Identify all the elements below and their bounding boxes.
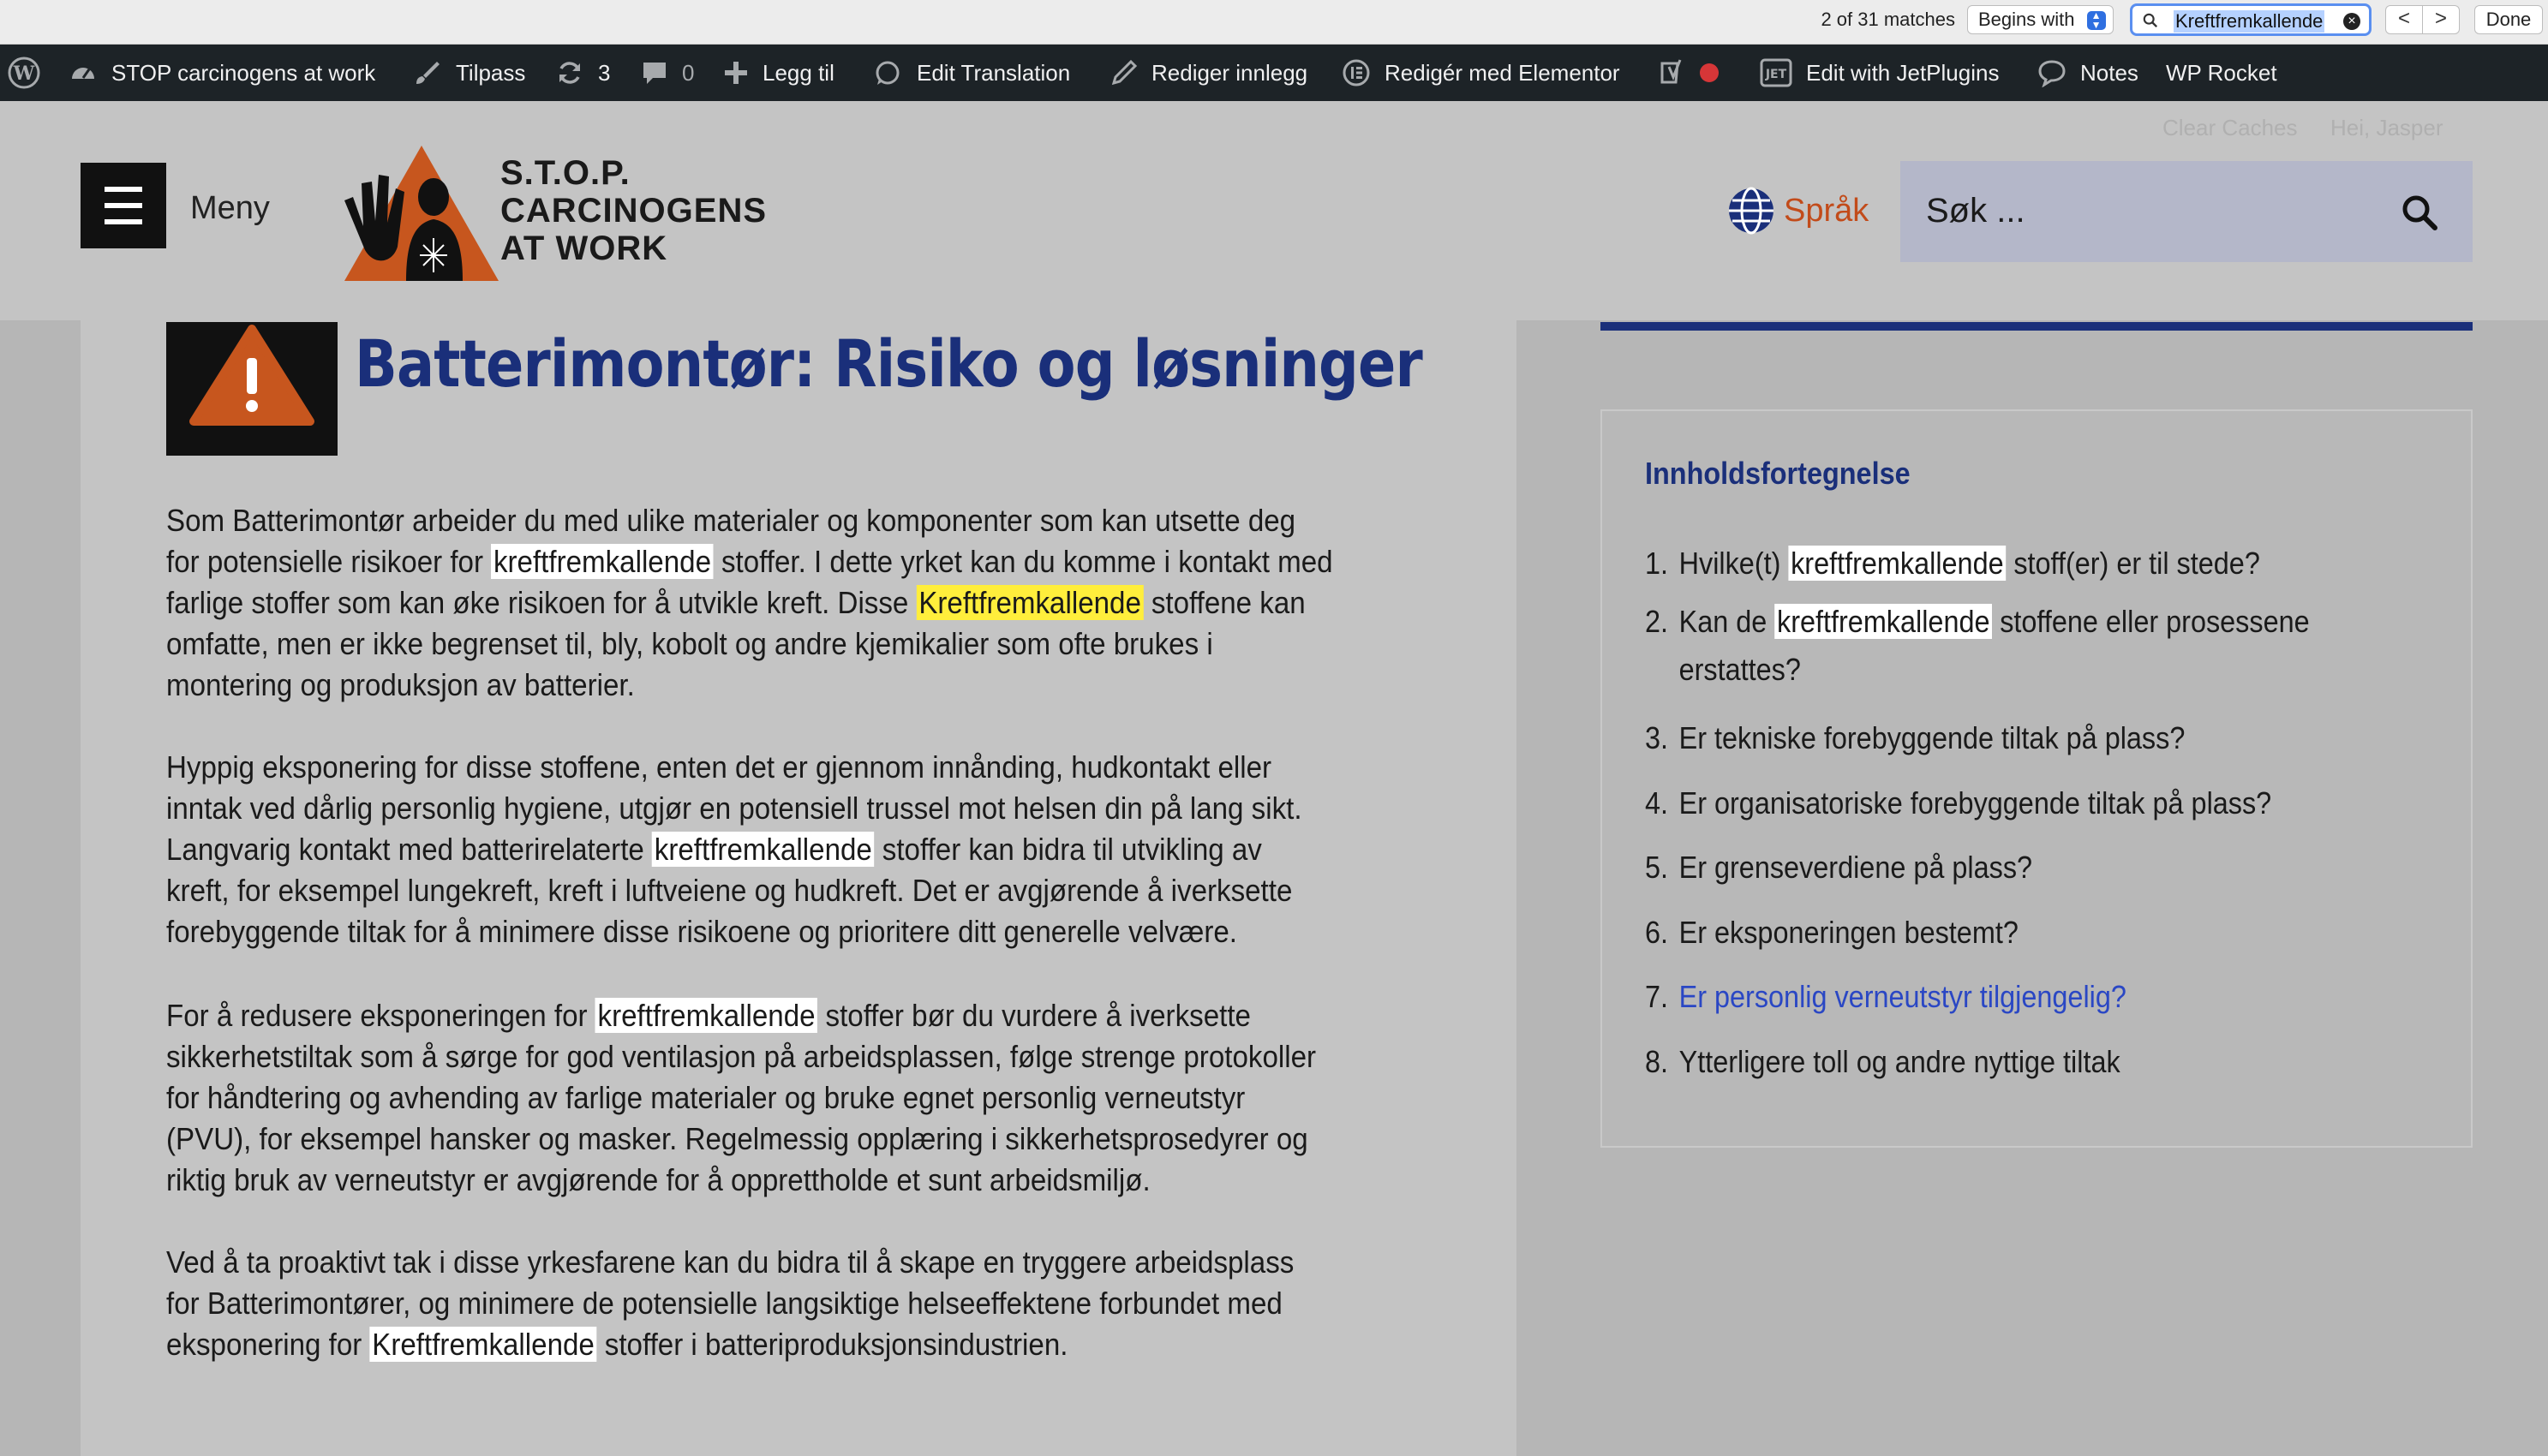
svg-text:JET: JET — [1765, 68, 1787, 81]
refresh-icon — [555, 58, 584, 87]
translate-icon — [872, 57, 903, 88]
search-placeholder: Søk ... — [1926, 192, 2025, 230]
table-of-contents — [1600, 409, 2473, 1148]
seo-status-dot — [1700, 63, 1719, 82]
search-match: kreftfremkallende — [652, 832, 875, 867]
search-icon — [2143, 13, 2158, 28]
current-search-match: Kreftfremkallende — [917, 585, 1144, 620]
chevron-updown-icon: ▲ ▼ — [2087, 11, 2106, 30]
page-margin-left — [0, 320, 81, 1456]
article-paragraph-1: Som Batterimontør arbeider du med ulike materialer og komponenter som kan utsette deg for potensielle risikoer for kreftfremkallende stoffer. I dette yrket kan du komme i kontakt med farlige stoffer som kan øke risikoen for å utvikle kreft. Disse Kreftfremkallende stoffene kan omfatte, men er ikke begrenset til, bly, kobolt og andre kjemikalier som ofte brukes i montering og produksjon av batterier. — [166, 503, 1333, 702]
toc-item-2[interactable]: 2. Kan de kreftfremkallende stoffene eller prosessene erstattes? — [1645, 604, 2310, 687]
admin-customize[interactable]: Tilpass — [413, 45, 525, 101]
greeting-link[interactable]: Hei, Jasper — [2330, 115, 2443, 140]
yoast-icon — [1657, 58, 1686, 87]
pencil-icon — [1110, 59, 1138, 87]
toc-item-4[interactable]: 4. Er organisatoriske forebyggende tiltak på plass? — [1645, 785, 2272, 820]
clear-caches-link[interactable]: Clear Caches — [2162, 115, 2298, 140]
plus-icon — [723, 60, 749, 86]
toc-item-5[interactable]: 5. Er grenseverdiene på plass? — [1645, 850, 2033, 885]
admin-yoast[interactable] — [1657, 45, 1719, 101]
toc-item-3[interactable]: 3. Er tekniske forebyggende tiltak på plass? — [1645, 720, 2186, 755]
dashboard-icon — [69, 58, 98, 87]
find-mode-select[interactable] — [1967, 5, 2114, 34]
find-bar — [0, 0, 2548, 45]
search-match: kreftfremkallende — [595, 998, 818, 1033]
find-next-button[interactable]: > — [2422, 5, 2460, 34]
find-mode-label: Begins with — [1978, 9, 2075, 30]
admin-new-content[interactable]: Legg til — [723, 45, 834, 101]
search-icon[interactable] — [2401, 194, 2438, 231]
admin-wp-rocket[interactable]: WP Rocket — [2166, 59, 2277, 86]
search-match: kreftfremkallende — [1788, 546, 2006, 581]
brush-icon — [413, 58, 442, 87]
warning-icon — [166, 322, 338, 456]
toc-title: Innholdsfortegnelse — [1645, 456, 1911, 491]
admin-edit-translation[interactable]: Edit Translation — [872, 45, 1070, 101]
toc-item-6[interactable]: 6. Er eksponeringen bestemt? — [1645, 915, 2019, 950]
wp-admin-bar — [0, 45, 2548, 101]
find-input[interactable] — [2130, 3, 2372, 36]
jetplugins-icon — [1760, 58, 1792, 87]
toc-item-1[interactable]: 1. Hvilke(t) kreftfremkallende stoff(er) er til stede? — [1645, 546, 2260, 581]
comment-icon — [641, 59, 668, 87]
language-switcher[interactable] — [1726, 185, 1869, 236]
clear-icon[interactable]: × — [2343, 13, 2360, 30]
language-label: Språk — [1784, 192, 1869, 229]
article-paragraph-3: For å redusere eksponeringen for kreftfremkallende stoffer bør du vurdere å iverksette sikkerhetstiltak som å sørge for god ventilasjon på arbeidsplassen, følge strenge protokoller for håndtering og avhending av farlige materialer og bruke egnet personlig verneutstyr (PVU), for eksempel hansker og masker. Regelmessig opplæring i sikkerhetsprosedyrer og riktig bruk av verneutstyr er avgjørende for å opprettholde et sunt arbeidsmiljø. — [166, 998, 1317, 1197]
elementor-icon — [1342, 58, 1371, 87]
site-logo-icon[interactable] — [338, 144, 500, 281]
search-match: kreftfremkallende — [1774, 604, 1992, 639]
admin-comments[interactable]: 0 — [641, 45, 694, 101]
menu-label[interactable]: Meny — [190, 190, 270, 226]
search-match: Kreftfremkallende — [370, 1327, 597, 1362]
find-match-count: 2 of 31 matches — [1821, 9, 1955, 30]
admin-jetplugins[interactable]: JET Edit with JetPlugins — [1760, 45, 1999, 101]
find-query: Kreftfremkallende — [2175, 10, 2324, 32]
toc-accent-bar — [1600, 322, 2473, 331]
svg-text:W: W — [13, 63, 35, 85]
admin-elementor[interactable]: Redigér med Elementor — [1342, 45, 1620, 101]
article-paragraph-2: Hyppig eksponering for disse stoffene, enten det er gjennom innånding, hudkontakt eller inntak ved dårlig personlig hygiene, utgjør en potensiell trussel mot helsen din på lang sikt. Langvarig kontakt med batterirelaterte kreftfremkallende stoffer kan bidra til utvikling av kreft, for eksempel lungekreft, kreft i luftveiene og hudkreft. Det er avgjørende å iverksette forebyggende tiltak for å minimere disse risikoene og prioritere ditt generelle velvære. — [166, 749, 1302, 949]
find-previous-button[interactable]: < — [2385, 5, 2423, 34]
find-done-button[interactable]: Done — [2474, 5, 2543, 34]
site-search-input[interactable] — [1900, 161, 2473, 262]
page-title: Batterimontør: Risiko og løsninger — [355, 325, 1422, 402]
admin-notes[interactable]: Notes — [2037, 45, 2138, 101]
wordpress-logo-icon[interactable] — [7, 45, 41, 101]
hamburger-menu-button[interactable] — [81, 163, 166, 248]
admin-updates[interactable]: 3 — [555, 45, 610, 101]
toc-item-7[interactable]: 7. Er personlig verneutstyr tilgjengelig? — [1645, 979, 2126, 1014]
menu-icon — [105, 187, 142, 192]
site-logo-text[interactable]: S.T.O.P. CARCINOGENS AT WORK — [500, 154, 768, 267]
search-match: kreftfremkallende — [491, 544, 714, 579]
globe-icon — [1726, 185, 1777, 236]
chat-bubble-icon — [2037, 58, 2067, 87]
admin-edit-post[interactable]: Rediger innlegg — [1110, 45, 1307, 101]
toc-item-8[interactable]: 8. Ytterligere toll og andre nyttige tiltak — [1645, 1044, 2120, 1079]
article-paragraph-4: Ved å ta proaktivt tak i disse yrkesfarene kan du bidra til å skape en tryggere arbeidsplass for Batterimontører, og minimere de potensielle langsiktige helseeffektene forbundet med eksponering for Kreftfremkallende stoffer i batteriproduksjonsindustrien. — [166, 1244, 1295, 1362]
admin-site-name[interactable]: STOP carcinogens at work — [69, 45, 375, 101]
